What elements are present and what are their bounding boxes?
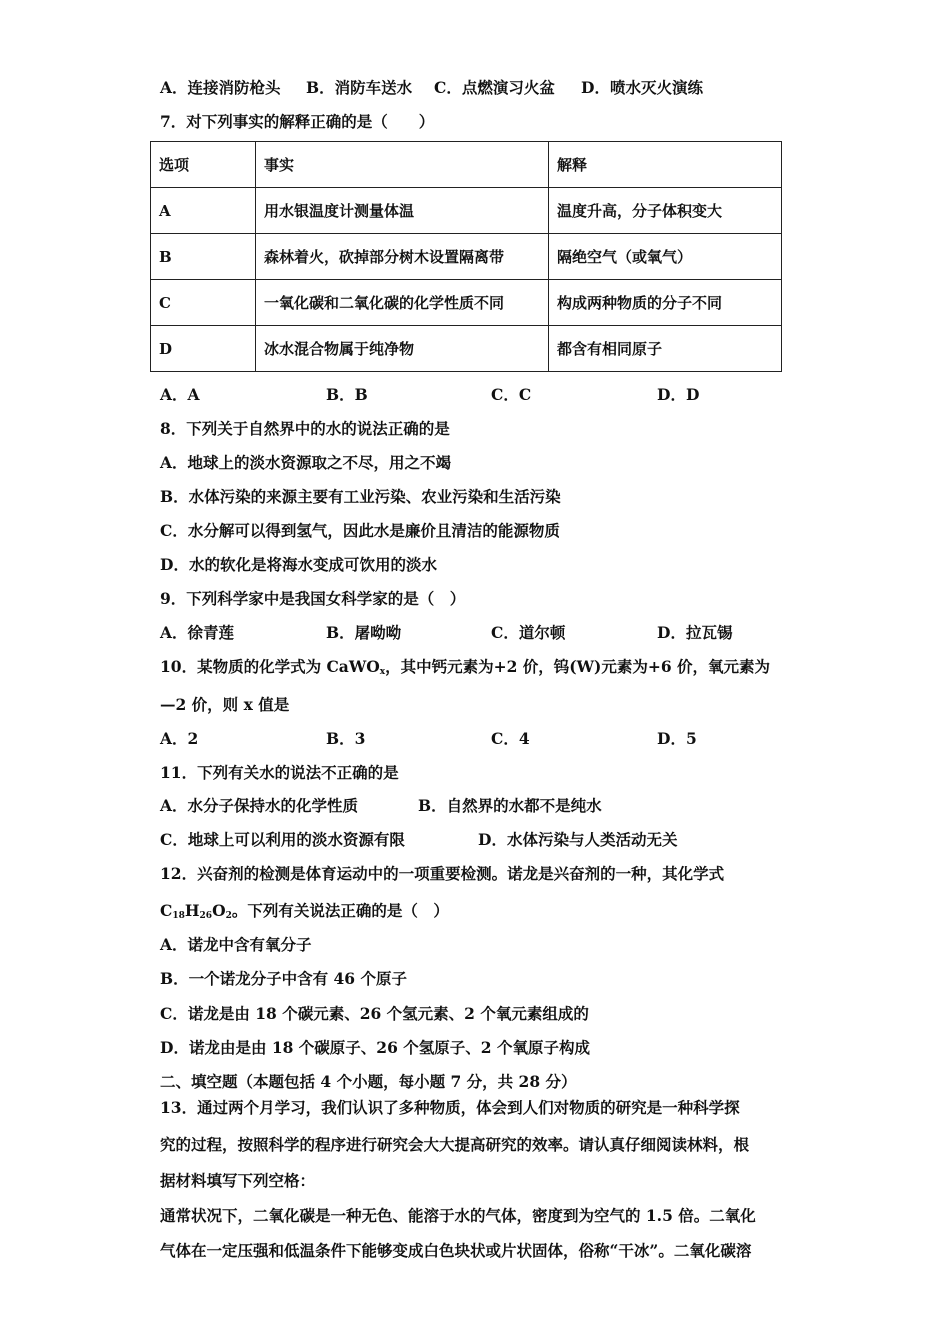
q10-option-a: A．2 xyxy=(160,729,199,748)
q11-option-b: B．自然界的水都不是纯水 xyxy=(418,796,602,815)
q13-line: 气体在一定压强和低温条件下能够变成白色块状或片状固体，俗称“干冰”。二氧化碳溶 xyxy=(160,1241,752,1260)
table-cell: 隔绝空气（或氧气） xyxy=(549,234,782,280)
q10-option-c: C．4 xyxy=(491,729,530,748)
table-cell: 构成两种物质的分子不同 xyxy=(549,280,782,326)
q12-option-b: B．一个诺龙分子中含有 46 个原子 xyxy=(160,969,407,988)
q8-option-b: B．水体污染的来源主要有工业污染、农业污染和生活污染 xyxy=(160,487,561,506)
q13-line: 究的过程，按照科学的程序进行研究会大大提高研究的效率。请认真仔细阅读林料，根 xyxy=(160,1135,750,1154)
q9-option-b: B．屠呦呦 xyxy=(326,623,402,642)
q12-option-d: D．诺龙由是由 18 个碳原子、26 个氢原子、2 个氧原子构成 xyxy=(160,1038,590,1057)
q11-option-a: A．水分子保持水的化学性质 xyxy=(160,796,359,815)
q9-option-c: C．道尔顿 xyxy=(491,623,566,642)
table-row xyxy=(151,234,782,280)
formula-subscript: 2 xyxy=(225,911,232,921)
q12-option-a: A．诺龙中含有氧分子 xyxy=(160,935,312,954)
q9-stem: 9．下列科学家中是我国女科学家的是（ ） xyxy=(160,589,466,608)
formula-subscript: 26 xyxy=(199,911,213,921)
table-cell: 温度升高，分子体积变大 xyxy=(549,188,782,234)
q13-line: 据材料填写下列空格： xyxy=(160,1171,316,1190)
q10-option-d: D．5 xyxy=(657,729,697,748)
q7-option-b: B．B xyxy=(326,385,368,404)
q12-stem-tail: 。下列有关说法正确的是（ ） xyxy=(231,901,449,920)
table-cell: 冰水混合物属于纯净物 xyxy=(256,326,549,372)
table-cell: A xyxy=(151,188,256,234)
q10-stem xyxy=(160,657,770,682)
table-header-cell: 解释 xyxy=(549,142,782,188)
q8-option-c: C．水分解可以得到氢气，因此水是廉价且清洁的能源物质 xyxy=(160,521,560,540)
q11-option-c: C．地球上可以利用的淡水资源有限 xyxy=(160,830,405,849)
q11-stem: 11．下列有关水的说法不正确的是 xyxy=(160,763,399,782)
q12-stem-line2 xyxy=(160,901,449,926)
q7-option-a: A．A xyxy=(160,385,200,404)
table-cell: D xyxy=(151,326,256,372)
q10-stem-line2: —2 价，则 x 值是 xyxy=(160,695,290,714)
q6-option-b: B．消防车送水 xyxy=(306,78,413,97)
table-cell: C xyxy=(151,280,256,326)
q12-option-c: C．诺龙是由 18 个碳元素、26 个氢元素、2 个氧元素组成的 xyxy=(160,1004,589,1023)
table-header-cell: 选项 xyxy=(151,142,256,188)
formula-subscript: 18 xyxy=(172,911,185,921)
table-row xyxy=(151,280,782,326)
formula-symbol: O xyxy=(212,901,226,920)
table-cell: 一氧化碳和二氧化碳的化学性质不同 xyxy=(256,280,549,326)
q7-table xyxy=(150,141,782,372)
q7-option-d: D．D xyxy=(657,385,700,404)
q6-option-c: C．点燃演习火盆 xyxy=(434,78,555,97)
q6-option-a: A．连接消防枪头 xyxy=(160,78,281,97)
q10-stem-part: 10．某物质的化学式为 CaWO xyxy=(160,657,380,676)
table-header-row xyxy=(151,142,782,188)
table-cell: 森林着火，砍掉部分树木设置隔离带 xyxy=(256,234,549,280)
q12-stem-line1: 12．兴奋剂的检测是体育运动中的一项重要检测。诺龙是兴奋剂的一种，其化学式 xyxy=(160,864,725,883)
q7-stem: 7．对下列事实的解释正确的是（ ） xyxy=(160,112,435,131)
q10-stem-part: ，其中钙元素为+2 价，钨(W)元素为+6 价，氧元素为 xyxy=(385,657,771,676)
q10-option-b: B．3 xyxy=(326,729,366,748)
q11-option-d: D．水体污染与人类活动无关 xyxy=(478,830,678,849)
q13-line: 通常状况下，二氧化碳是一种无色、能溶于水的气体，密度到为空气的 1.5 倍。二氧化 xyxy=(160,1206,756,1225)
table-cell: 用水银温度计测量体温 xyxy=(256,188,549,234)
q8-option-a: A．地球上的淡水资源取之不尽，用之不竭 xyxy=(160,453,452,472)
formula-symbol: H xyxy=(184,901,200,920)
q8-option-d: D．水的软化是将海水变成可饮用的淡水 xyxy=(160,555,437,574)
q9-option-d: D．拉瓦锡 xyxy=(657,623,733,642)
q9-option-a: A．徐青莲 xyxy=(160,623,235,642)
table-cell: 都含有相同原子 xyxy=(549,326,782,372)
section-title: 二、填空题（本题包括 4 个小题，每小题 7 分，共 28 分） xyxy=(160,1072,577,1091)
table-header-cell: 事实 xyxy=(256,142,549,188)
table-row xyxy=(151,188,782,234)
formula-symbol: C xyxy=(160,901,173,920)
q10-stem-subscript: x xyxy=(379,667,386,677)
table-row xyxy=(151,326,782,372)
q7-option-c: C．C xyxy=(491,385,532,404)
table-cell: B xyxy=(151,234,256,280)
q8-stem: 8．下列关于自然界中的水的说法正确的是 xyxy=(160,419,450,438)
q6-option-d: D．喷水灭火演练 xyxy=(581,78,703,97)
q13-line: 13．通过两个月学习，我们认识了多种物质，体会到人们对物质的研究是一种科学探 xyxy=(160,1098,740,1117)
